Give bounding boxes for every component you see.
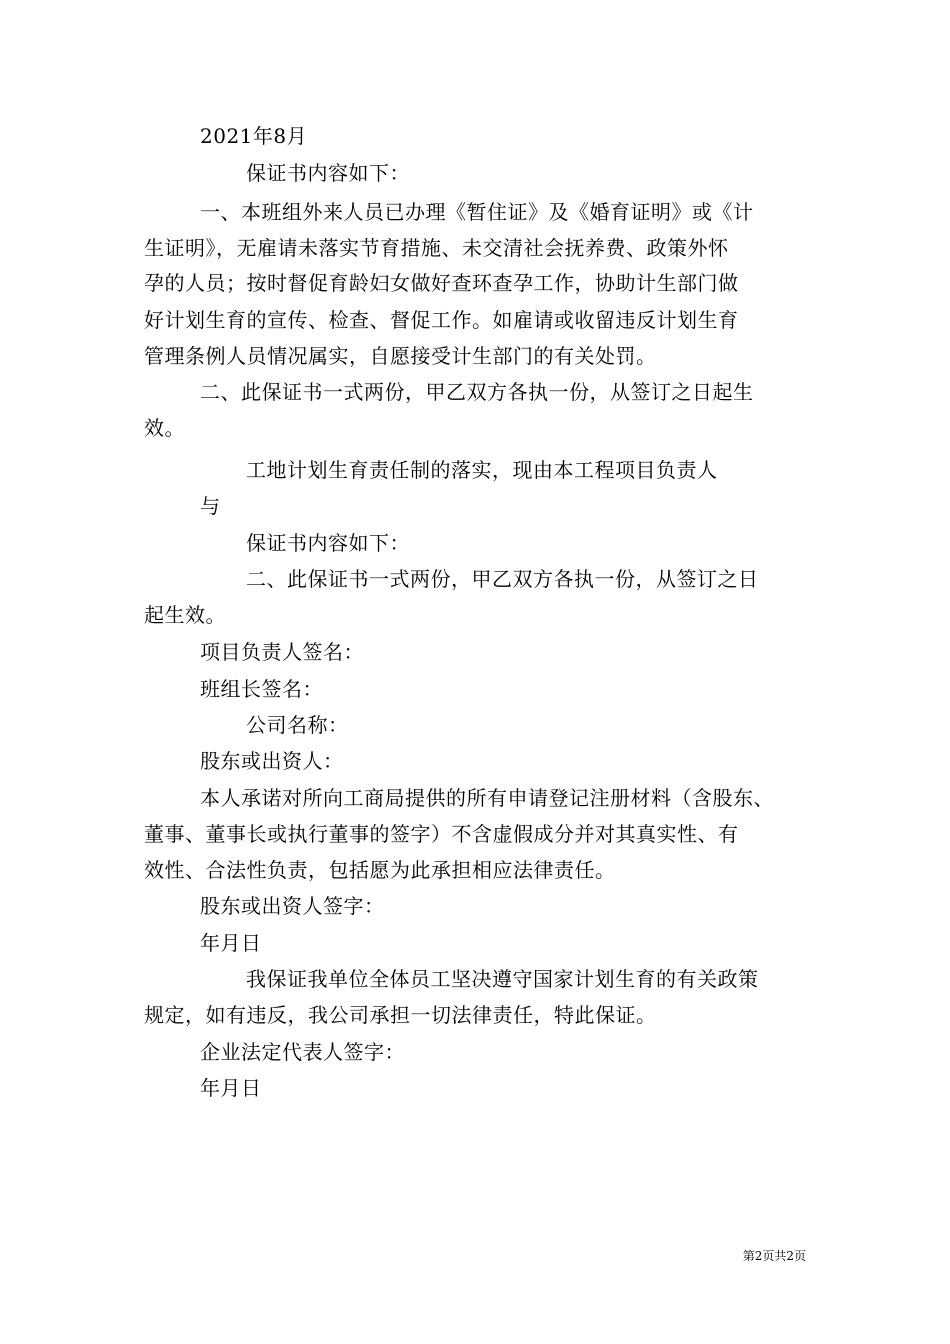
text-line: 董事、董事长或执行董事的签字）不含虚假成分并对其真实性、有 [144, 822, 739, 846]
date-line: 2021年8月 [200, 124, 308, 148]
signature-label: 班组长签名： [200, 677, 323, 701]
text-line: 本人承诺对所向工商局提供的所有申请登记注册材料（含股东、 [200, 786, 774, 810]
text-line: 与 [200, 494, 221, 518]
text-line: 保证书内容如下： [246, 161, 410, 185]
text-line: 我保证我单位全体员工坚决遵守国家计划生育的有关政策 [246, 967, 759, 991]
text-line: 管理条例人员情况属实，自愿接受计生部门的有关处罚。 [144, 344, 657, 368]
text-line: 效性、合法性负责，包括愿为此承担相应法律责任。 [144, 858, 616, 882]
text-line: 二、此保证书一式两份，甲乙双方各执一份，从签订之日起生 [200, 380, 754, 404]
text-line: 孕的人员；按时督促育龄妇女做好查环查孕工作，协助计生部门做 [144, 271, 739, 295]
text-line: 一、本班组外来人员已办理《暂住证》及《婚育证明》或《计 [200, 200, 754, 224]
signature-label: 股东或出资人签字： [200, 894, 385, 918]
date-placeholder: 年月日 [200, 931, 262, 955]
page-number: 第2页共2页 [742, 1249, 806, 1263]
text-line: 生证明》，无雇请未落实节育措施、未交清社会抚养费、政策外怀 [144, 236, 729, 260]
company-name-label: 公司名称： [246, 713, 349, 737]
signature-label: 项目负责人签名： [200, 640, 364, 664]
text-line: 工地计划生育责任制的落实，现由本工程项目负责人 [246, 458, 718, 482]
text-line: 二、此保证书一式两份，甲乙双方各执一份，从签订之日 [246, 567, 759, 591]
shareholder-label: 股东或出资人： [200, 749, 344, 773]
text-line: 保证书内容如下： [246, 531, 410, 555]
signature-label: 企业法定代表人签字： [200, 1040, 405, 1064]
text-line: 规定，如有违反，我公司承担一切法律责任，特此保证。 [144, 1003, 657, 1027]
date-placeholder: 年月日 [200, 1076, 262, 1100]
text-line: 好计划生育的宣传、检查、督促工作。如雇请或收留违反计划生育 [144, 308, 739, 332]
text-line: 效。 [144, 416, 185, 440]
text-line: 起生效。 [144, 603, 226, 627]
